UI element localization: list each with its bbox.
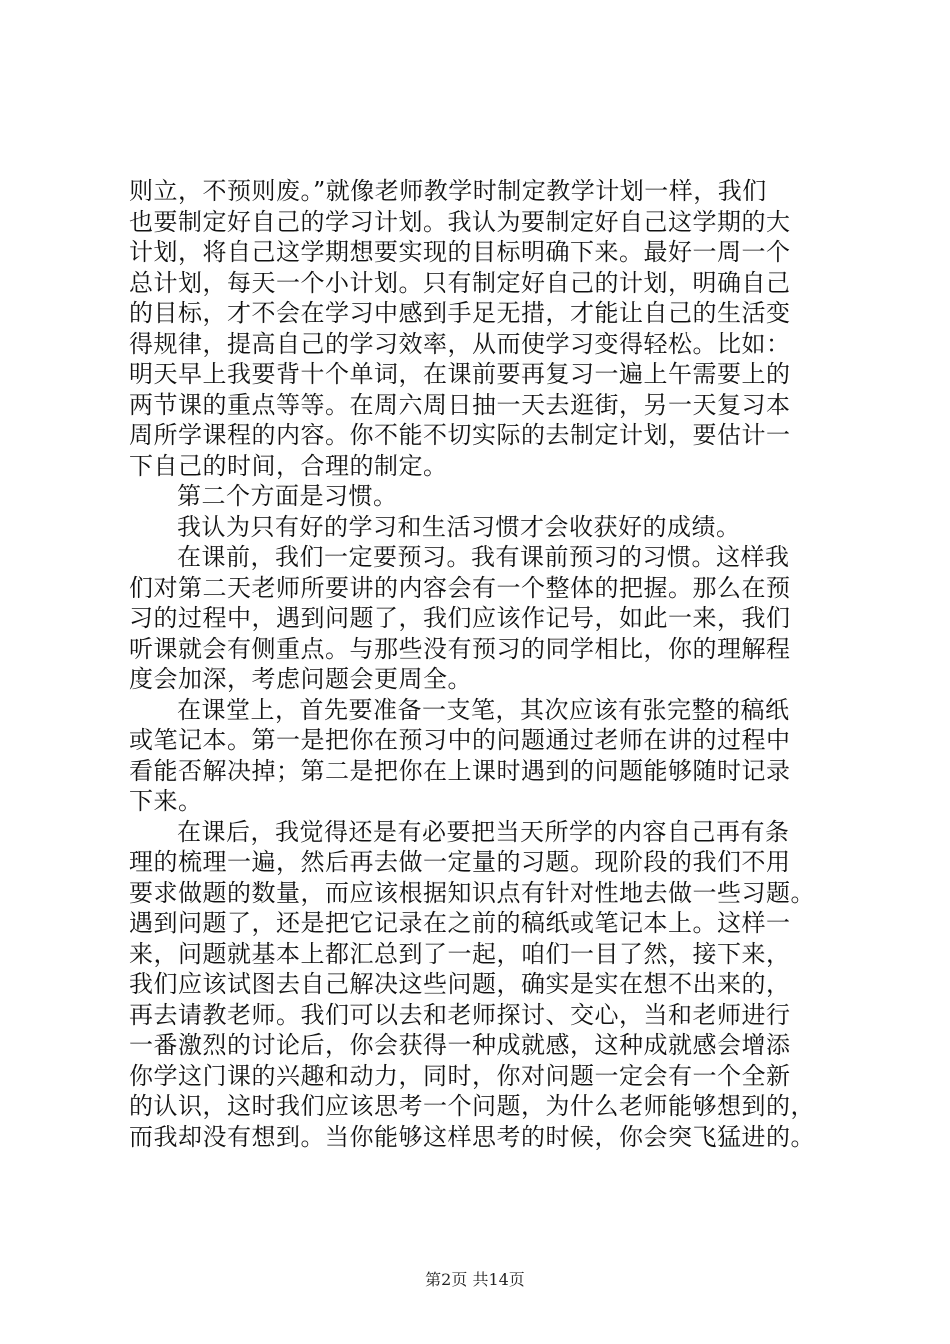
text-line: 在课前，我们一定要预习。我有课前预习的习惯。这样我 (177, 543, 790, 571)
text-line: 明天早上我要背十个单词，在课前要再复习一遍上午需要上的 (129, 360, 791, 388)
text-line: 们对第二天老师所要讲的内容会有一个整体的把握。那么在预 (129, 573, 791, 602)
text-line: 下来。 (129, 787, 203, 815)
text-line: 计划，将自己这学期想要实现的目标明确下来。最好一周一个 (129, 238, 791, 266)
text-line: 周所学课程的内容。你不能不切实际的去制定计划，要估计一 (129, 421, 791, 449)
text-line: 两节课的重点等等。在周六周日抽一天去逛街，另一天复习本 (129, 390, 791, 419)
page-footer: 第2页 共14页 (425, 1270, 525, 1289)
text-line: 来，问题就基本上都汇总到了一起，咱们一目了然，接下来， (129, 939, 791, 968)
text-line: 下自己的时间，合理的制定。 (129, 451, 448, 480)
text-line: 总计划，每天一个小计划。只有制定好自己的计划，明确自己 (129, 268, 791, 297)
text-line: 习的过程中，遇到问题了，我们应该作记号，如此一来，我们 (129, 604, 791, 632)
text-line: 第二个方面是习惯。 (177, 482, 398, 510)
text-line: 的认识，这时我们应该思考一个问题，为什么老师能够想到的， (129, 1092, 815, 1120)
text-line: 我们应该试图去自己解决这些问题，确实是实在想不出来的， (129, 970, 791, 998)
text-line: 得规律，提高自己的学习效率，从而使学习变得轻松。比如： (129, 329, 791, 358)
text-line: 一番激烈的讨论后，你会获得一种成就感，这种成就感会增添 (129, 1031, 791, 1059)
text-line: 的目标，才不会在学习中感到手足无措，才能让自己的生活变 (129, 299, 791, 327)
text-line: 你学这门课的兴趣和动力，同时，你对问题一定会有一个全新 (129, 1061, 791, 1090)
body-text (129, 176, 829, 1152)
text-line: 或笔记本。第一是把你在预习中的问题通过老师在讲的过程中 (129, 726, 791, 754)
text-line: 则立，不预则废。”就像老师教学时制定教学计划一样，我们 (129, 177, 767, 205)
text-line: 也要制定好自己的学习计划。我认为要制定好自己这学期的大 (129, 207, 791, 236)
text-line: 而我却没有想到。当你能够这样思考的时候，你会突飞猛进的。 (129, 1122, 815, 1151)
text-line: 要求做题的数量，而应该根据知识点有针对性地去做一些习题。 (129, 878, 815, 907)
text-line: 在课堂上，首先要准备一支笔，其次应该有张完整的稿纸 (177, 695, 790, 724)
text-line: 听课就会有侧重点。与那些没有预习的同学相比，你的理解程 (129, 634, 791, 663)
text-line: 理的梳理一遍，然后再去做一定量的习题。现阶段的我们不用 (129, 848, 791, 876)
text-line: 再去请教老师。我们可以去和老师探讨、交心，当和老师进行 (129, 1000, 791, 1029)
text-line: 看能否解决掉；第二是把你在上课时遇到的问题能够随时记录 (129, 756, 791, 785)
text-line: 在课后，我觉得还是有必要把当天所学的内容自己再有条 (177, 817, 790, 846)
text-line: 我认为只有好的学习和生活习惯才会收获好的成绩。 (177, 512, 741, 541)
text-line: 度会加深，考虑问题会更周全。 (129, 665, 472, 693)
text-line: 遇到问题了，还是把它记录在之前的稿纸或笔记本上。这样一 (129, 909, 791, 937)
